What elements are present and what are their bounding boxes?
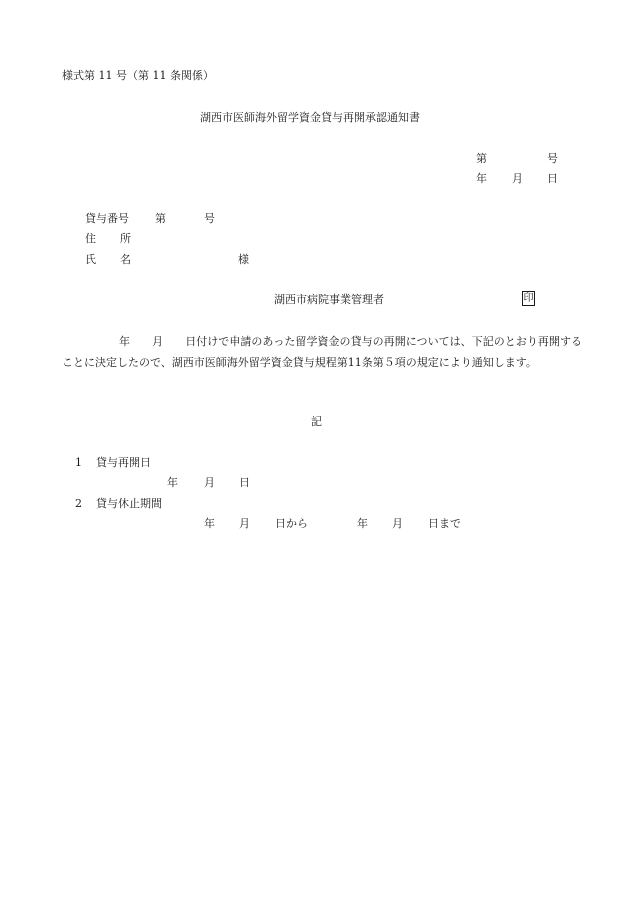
date-month: 月 (512, 172, 523, 185)
item2-from-month: 月 (239, 517, 250, 530)
item1-number: 1 (75, 456, 82, 469)
loan-number-go: 号 (204, 212, 215, 225)
form-number: 様式第 11 号（第 11 条関係） (62, 69, 214, 82)
honorific: 様 (238, 253, 249, 266)
document-title: 湖西市医師海外留学資金貸与再開承認通知書 (200, 111, 420, 124)
loan-number-label: 貸与番号 (85, 212, 129, 225)
item1-year: 年 (167, 476, 178, 489)
notes-heading: 記 (311, 415, 322, 428)
address-label-2: 所 (120, 232, 131, 245)
item2-to-day: 日まで (428, 517, 461, 530)
item2-label: 貸与休止期間 (96, 497, 162, 510)
item2-to-year: 年 (357, 517, 368, 530)
item1-day: 日 (239, 476, 250, 489)
name-label-2: 名 (120, 253, 131, 266)
item1-label: 貸与再開日 (96, 456, 151, 469)
item2-to-month: 月 (392, 517, 403, 530)
address-label-1: 住 (85, 232, 96, 245)
ref-go: 号 (547, 152, 558, 165)
loan-number-dai: 第 (155, 212, 166, 225)
ref-dai: 第 (476, 152, 487, 165)
item2-from-year: 年 (204, 517, 215, 530)
date-year: 年 (476, 172, 487, 185)
issuer-name: 湖西市病院事業管理者 (274, 293, 384, 306)
seal-stamp: 印 (523, 293, 534, 304)
body-paragraph: 年 月 日付けで申請のあった留学資金の貸与の再開については、下記のとおり再開することに決定したので、湖西市医師海外留学資金貸与規程第11条第５項の規定により通知します。 (62, 335, 582, 369)
item1-month: 月 (204, 476, 215, 489)
date-day: 日 (547, 172, 558, 185)
name-label-1: 氏 (85, 253, 96, 266)
item2-number: 2 (75, 497, 82, 510)
item2-from-day: 日から (275, 517, 308, 530)
